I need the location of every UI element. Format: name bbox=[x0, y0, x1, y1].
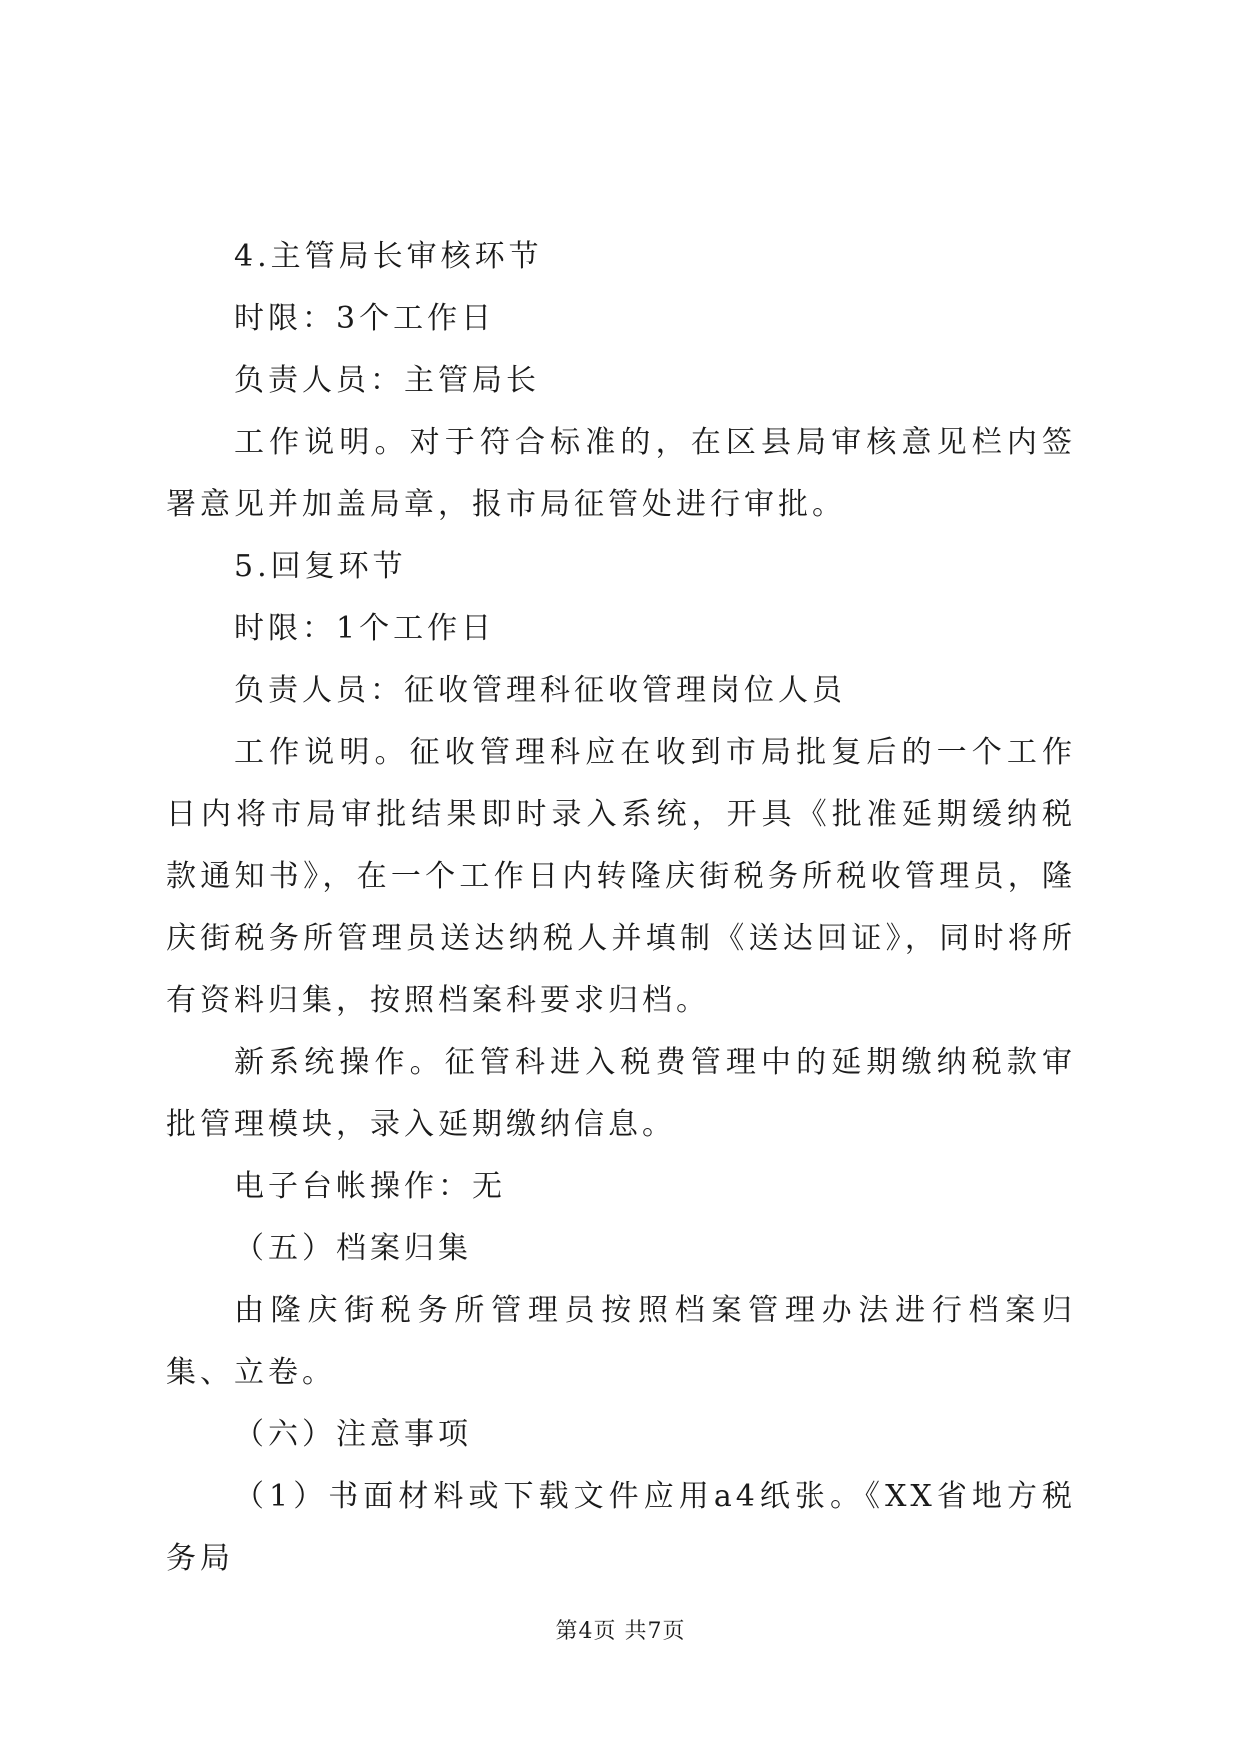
work-description-paragraph: 工作说明。对于符合标准的，在区县局审核意见栏内签署意见并加盖局章，报市局征管处进行审批。 bbox=[166, 425, 1076, 522]
ledger-operation-line: 电子台帐操作：无 bbox=[234, 1169, 506, 1204]
responsible-person-line: 负责人员：征收管理科征收管理岗位人员 bbox=[234, 673, 846, 708]
document-body bbox=[166, 226, 1076, 1590]
archive-paragraph: 由隆庆街税务所管理员按照档案管理办法进行档案归集、立卷。 bbox=[166, 1293, 1076, 1390]
section-heading-5: 5.回复环节 bbox=[234, 549, 407, 584]
work-description-paragraph: 工作说明。征收管理科应在收到市局批复后的一个工作日内将市局审批结果即时录入系统，开具《批准延期缓纳税款通知书》，在一个工作日内转隆庆街税务所税收管理员，隆庆街税务所管理员送达纳税人并填制《送达回证》，同时将所有资料归集，按照档案科要求归档。 bbox=[166, 735, 1076, 1018]
section-heading-notes: （六）注意事项 bbox=[234, 1417, 472, 1452]
section-heading-4: 4.主管局长审核环节 bbox=[234, 239, 543, 274]
time-limit-line: 时限：1个工作日 bbox=[234, 611, 496, 646]
section-heading-archive: （五）档案归集 bbox=[234, 1231, 472, 1266]
time-limit-line: 时限：3个工作日 bbox=[234, 301, 496, 336]
system-operation-paragraph: 新系统操作。征管科进入税费管理中的延期缴纳税款审批管理模块，录入延期缴纳信息。 bbox=[166, 1045, 1076, 1142]
notes-paragraph: （1）书面材料或下载文件应用a4纸张。《XX省地方税务局 bbox=[166, 1479, 1076, 1576]
page-number-footer: 第4页 共7页 bbox=[555, 1619, 686, 1644]
responsible-person-line: 负责人员：主管局长 bbox=[234, 363, 540, 398]
